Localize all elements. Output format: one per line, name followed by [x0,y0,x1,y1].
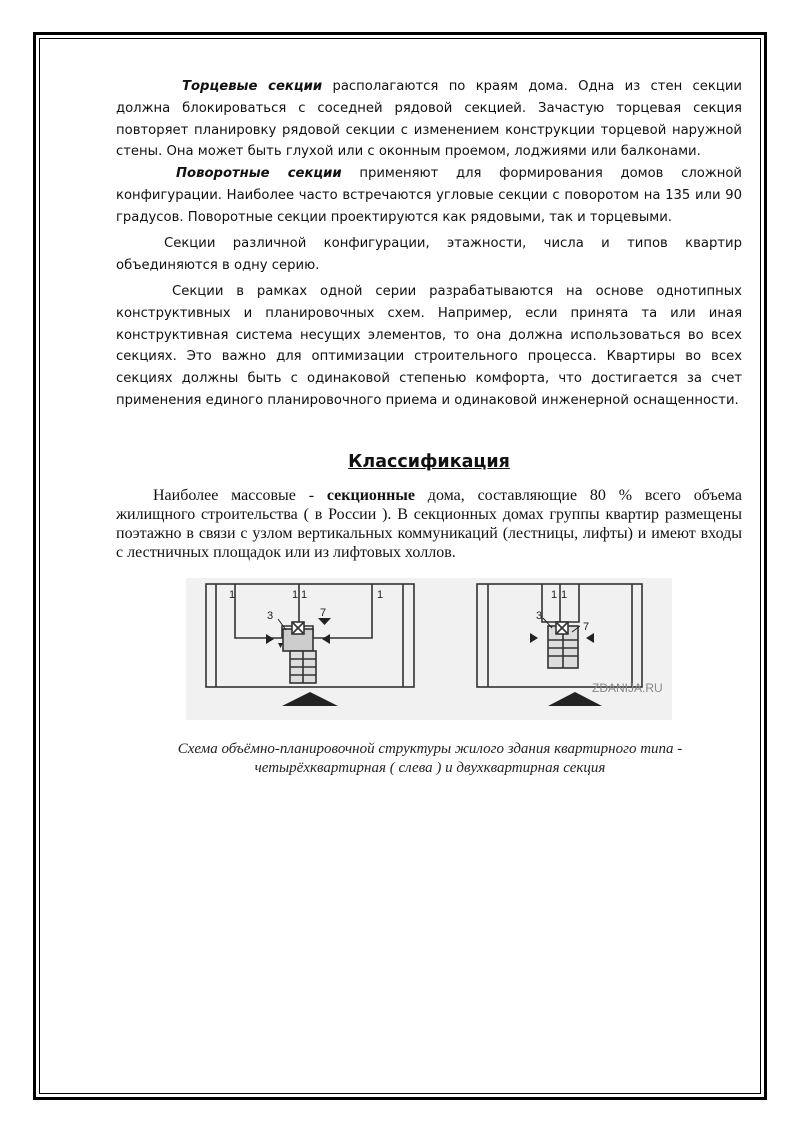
label-apartment: 1 [292,589,299,601]
section-heading: Классификация [348,452,510,472]
classification-text-start: Наиболее массовые - [153,487,327,504]
label-apartment: 1 [229,589,236,601]
label-apartment: 1 [551,589,558,601]
paragraph-series-design [116,281,742,412]
term-corner-sections: Поворотные секции [176,166,342,181]
section-plan-figure [186,578,672,720]
paragraph-text: Секции различной конфигурации, этажности, числа и типов квартир объединяются в одну серию. [116,236,742,273]
classification-text-end: дома, составляющие 80 % всего объема жилищного строительства ( в России ). В секционных домах группы квартир размещены поэтажно в связи с узлом вертикальных коммуникаций (лестницы, лифты) и имеют входы с лестничных площадок или из лифтовых холлов. [116,487,742,561]
watermark: ZDANIJA.RU [592,681,663,695]
paragraph-end-sections [116,76,742,163]
term-end-sections: Торцевые секции [182,79,323,94]
label-apartment: 1 [377,589,384,601]
classification-term: секционные [326,487,415,504]
classification-paragraph [116,486,742,562]
label-staircase: 3 [267,610,274,622]
label-staircase: 3 [536,610,543,622]
paragraph-text: применяют для формирования домов сложной конфигурации. Наиболее часто встречаются угловые секции с поворотом на 135 или 90 градусов. Поворотные секции проектируются как рядовыми, так и торцевыми. [116,166,743,225]
figure-caption: Схема объёмно-планировочной структуры жилого здания квартирного типа - четырёхквартирная ( слева ) и двухквартирная секция [177,741,683,776]
label-lift: 7 [583,621,590,633]
label-apartment: 1 [561,589,568,601]
paragraph-corner-sections [116,163,742,228]
label-lift: 7 [320,607,327,619]
paragraph-series [116,233,742,277]
label-apartment: 1 [301,589,308,601]
paragraph-text: располагаются по краям дома. Одна из стен секции должна блокироваться с соседней рядовой секцией. Зачастую торцевая секция повторяет планировку рядовой секции с изменением конструкции торцевой наружной стены. Она может быть глухой или с оконным проемом, лоджиями или балконами. [116,79,742,160]
paragraph-text: Секции в рамках одной серии разрабатываются на основе однотипных конструктивных и планировочных схем. Например, если принята та или иная конструктивная система несущих элементов, то она должна использоваться во всех секциях. Это важно для оптимизации строительного процесса. Квартиры во всех секциях должны быть с одинаковой степенью комфорта, что достигается за счет применения единого планировочного приема и одинаковой инженерной оснащенности. [116,284,742,408]
section-plans-svg [186,578,672,720]
